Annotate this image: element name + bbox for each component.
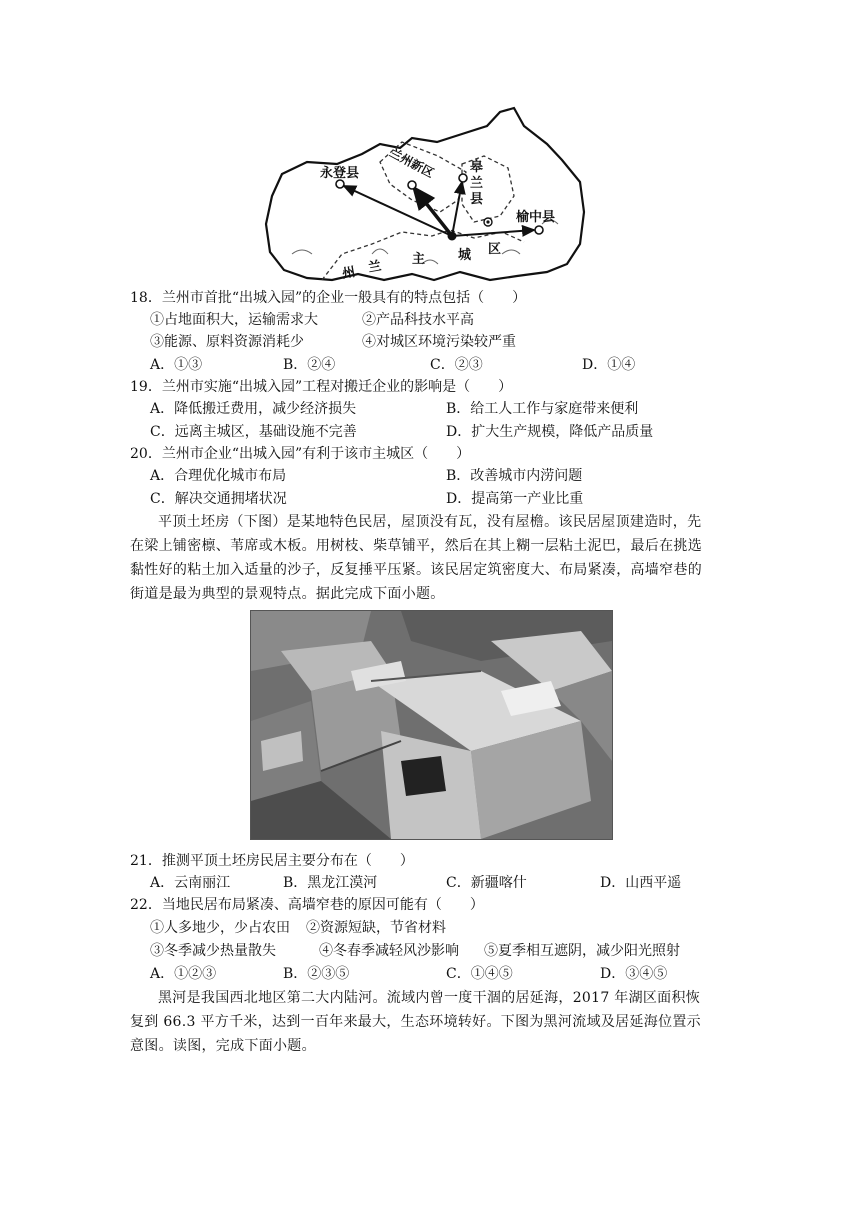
q19-option-c: C．远离主城区，基础设施不完善: [150, 424, 357, 440]
q18-option-d: D．①④: [582, 357, 636, 373]
yongdeng-label: 永登县: [320, 166, 360, 181]
city-label-2: 区: [488, 242, 502, 257]
q19-option-a: A．降低搬迁费用，减少经济损失: [150, 401, 357, 417]
arrow-to-yongdeng: [344, 186, 452, 236]
yuzhong-label: 榆中县: [516, 210, 556, 225]
passage1-line-4: 街道是最为典型的景观特点。据此完成下面小题。: [130, 586, 445, 602]
q21-option-d: D．山西平遥: [600, 875, 682, 891]
q18-item-3: ③能源、原料资源消耗少: [150, 334, 304, 350]
q20-option-d: D．提高第一产业比重: [446, 491, 584, 507]
q19-option-b: B．给工人工作与家庭带来便利: [446, 401, 639, 417]
q22-item-2: ②资源短缺，节省材料: [306, 920, 446, 936]
q22-item-3: ③冬季减少热量散失: [150, 943, 276, 959]
lanzhou-new-district-label: 兰州新区: [387, 145, 437, 181]
q22-option-a: A．①②③: [150, 966, 217, 982]
q20-stem: 20．兰州市企业“出城入园”有利于该市主城区（ ）: [130, 446, 471, 462]
q18-item-1: ①占地面积大，运输需求大: [150, 312, 318, 328]
q21-option-c: C．新疆喀什: [446, 875, 527, 891]
q18-item-2: ②产品科技水平高: [362, 312, 474, 328]
q22-item-5: ⑤夏季相互遮阴，减少阳光照射: [484, 943, 680, 959]
passage1-line-3: 黏性好的粘土加入适量的沙子，反复捶平压紧。该民居定筑密度大、布局紧凑，高墙窄巷的: [130, 562, 702, 578]
q22-option-d: D．③④⑤: [600, 966, 668, 982]
passage2-line-1: 黑河是我国西北地区第二大内陆河。流域内曾一度干涸的居延海，2017 年湖区面积恢: [158, 990, 701, 1006]
q18-option-b: B．②④: [283, 357, 336, 373]
gaolan-label-3: 县: [470, 192, 484, 207]
q22-stem: 22．当地民居布局紧凑、高墙窄巷的原因可能有（ ）: [130, 897, 484, 913]
arrow-to-yuzhong: [452, 230, 534, 236]
adobe-house-photo: [250, 610, 613, 840]
arrow-to-gaolan: [452, 182, 462, 236]
q21-option-a: A．云南丽江: [150, 875, 231, 891]
q18-option-c: C．②③: [430, 357, 483, 373]
gaolan-label-2: 兰: [470, 176, 484, 191]
passage-adobe-house: [130, 510, 730, 606]
q18-item-4: ④对城区环境污染较严重: [362, 334, 516, 350]
passage2-line-3: 意图。读图，完成下面小题。: [130, 1038, 316, 1054]
gaolan-label-1: 皋: [470, 160, 484, 175]
q19-option-d: D．扩大生产规模，降低产品质量: [446, 424, 654, 440]
lanzhou-map-figure: [262, 104, 598, 286]
q22-item-1: ①人多地少，少占农田: [150, 920, 290, 936]
main-label-1: 主: [412, 252, 426, 267]
q20-option-c: C．解决交通拥堵状况: [150, 491, 287, 507]
q22-item-4: ④冬春季减轻风沙影响: [319, 943, 459, 959]
city-label-1: 城: [458, 248, 472, 263]
q18-option-a: A．①③: [150, 357, 203, 373]
passage1-line-2: 在梁上铺密檩、苇席或木板。用树枝、柴草铺平，然后在其上糊一层粘土泥巴，最后在挑选: [130, 538, 702, 554]
arrow-to-new-district: [414, 188, 452, 236]
q20-option-a: A．合理优化城市布局: [150, 468, 287, 484]
passage1-line-1: 平顶土坯房（下图）是某地特色民居，屋顶没有瓦，没有屋檐。该民居屋顶建造时，先: [158, 514, 702, 530]
q20-option-b: B．改善城市内涝问题: [446, 468, 583, 484]
passage-heihe-river: [130, 986, 730, 1058]
q19-stem: 19．兰州市实施“出城入园”工程对搬迁企业的影响是（ ）: [130, 379, 513, 395]
q21-stem: 21．推测平顶土坯房民居主要分布在（ ）: [130, 853, 414, 869]
main-label-2: 兰: [367, 258, 383, 276]
q18-stem: 18．兰州市首批“出城入园”的企业一般具有的特点包括（ ）: [130, 290, 527, 306]
q21-option-b: B．黑龙江漠河: [283, 875, 378, 891]
lanzhou-map-svg: [262, 104, 598, 286]
q22-option-c: C．①④⑤: [446, 966, 513, 982]
q22-option-b: B．②③⑤: [283, 966, 350, 982]
main-label-3: 州: [341, 264, 357, 282]
passage2-line-2: 复到 66.3 平方千米，达到一百年来最大，生态环境转好。下图为黑河流域及居延海位置示: [130, 1014, 701, 1030]
